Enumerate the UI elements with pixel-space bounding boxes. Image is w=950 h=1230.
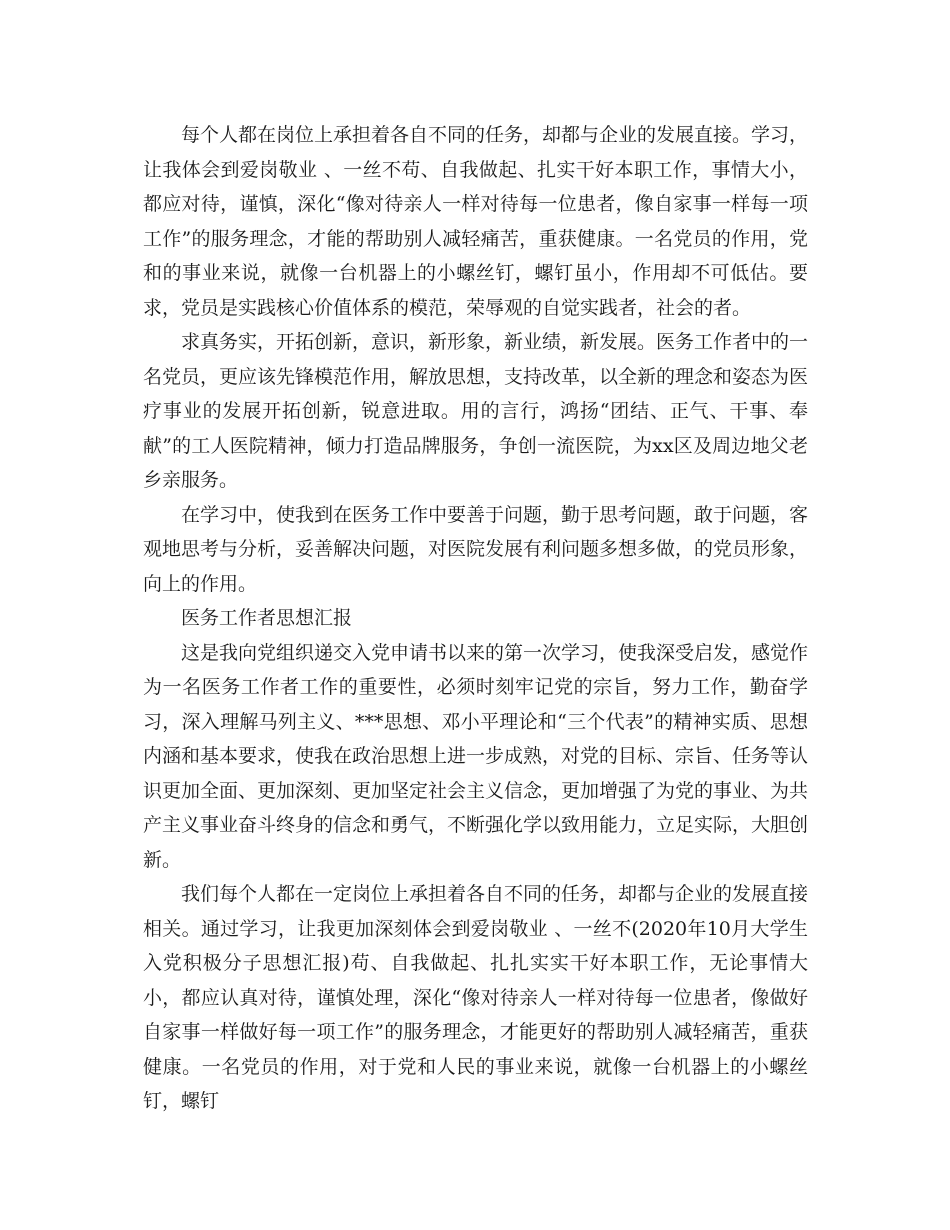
paragraph-4: 这是我向党组织递交入党申请书以来的第一次学习，使我深受启发，感觉作为一名医务工作者工作的重要性，必须时刻牢记党的宗旨，努力工作，勤奋学习，深入理解马列主义、***思想、邓小平理论和“三个代表”的精神实质、思想内涵和基本要求，使我在政治思想上进一步成熟，对党的目标、宗旨、任务等认识更加全面、更加深刻、更加坚定社会主义信念，更加增强了为党的事业、为共产主义事业奋斗终身的信念和勇气，不断强化学以致用能力，立足实际，大胆创新。 [143, 641, 809, 871]
paragraph-1: 每个人都在岗位上承担着各自不同的任务，却都与企业的发展直接。学习，让我体会到爱岗敬业 、一丝不苟、自我做起、扎实干好本职工作，事情大小，都应对待，谨慎，深化“像对待亲人一样对待每一位患者，像自家事一样每一项工作”的服务理念，才能的帮助别人减轻痛苦，重获健康。一名党员的作用，党和的事业来说，就像一台机器上的小螺丝钉，螺钉虽小，作用却不可低估。要求，党员是实践核心价值体系的模范，荣辱观的自觉实践者，社会的者。 [143, 124, 809, 319]
paragraph-5: 我们每个人都在一定岗位上承担着各自不同的任务，却都与企业的发展直接相关。通过学习，让我更加深刻体会到爱岗敬业 、一丝不(2020年10月大学生入党积极分子思想汇报)苟、自我做起、扎扎实实干好本职工作，无论事情大小，都应认真对待，谨慎处理，深化“像对待亲人一样对待每一位患者，像做好自家事一样做好每一项工作”的服务理念，才能更好的帮助别人减轻痛苦，重获健康。一名党员的作用，对于党和人民的事业来说，就像一台机器上的小螺丝钉，螺钉 [143, 883, 809, 1112]
paragraph-3: 在学习中，使我到在医务工作中要善于问题，勤于思考问题，敢于问题，客观地思考与分析，妥善解决问题，对医院发展有利问题多想多做，的党员形象，向上的作用。 [143, 503, 809, 595]
section-heading: 医务工作者思想汇报 [181, 607, 353, 629]
paragraph-2: 求真务实，开拓创新，意识，新形象，新业绩，新发展。医务工作者中的一名党员，更应该先锋模范作用，解放思想，支持改革，以全新的理念和姿态为医疗事业的发展开拓创新，锐意进取。用的言行，鸿扬“团结、正气、干事、奉献”的工人医院精神，倾力打造品牌服务，争创一流医院，为xx区及周边地父老乡亲服务。 [143, 331, 809, 491]
document-body [143, 118, 808, 1119]
